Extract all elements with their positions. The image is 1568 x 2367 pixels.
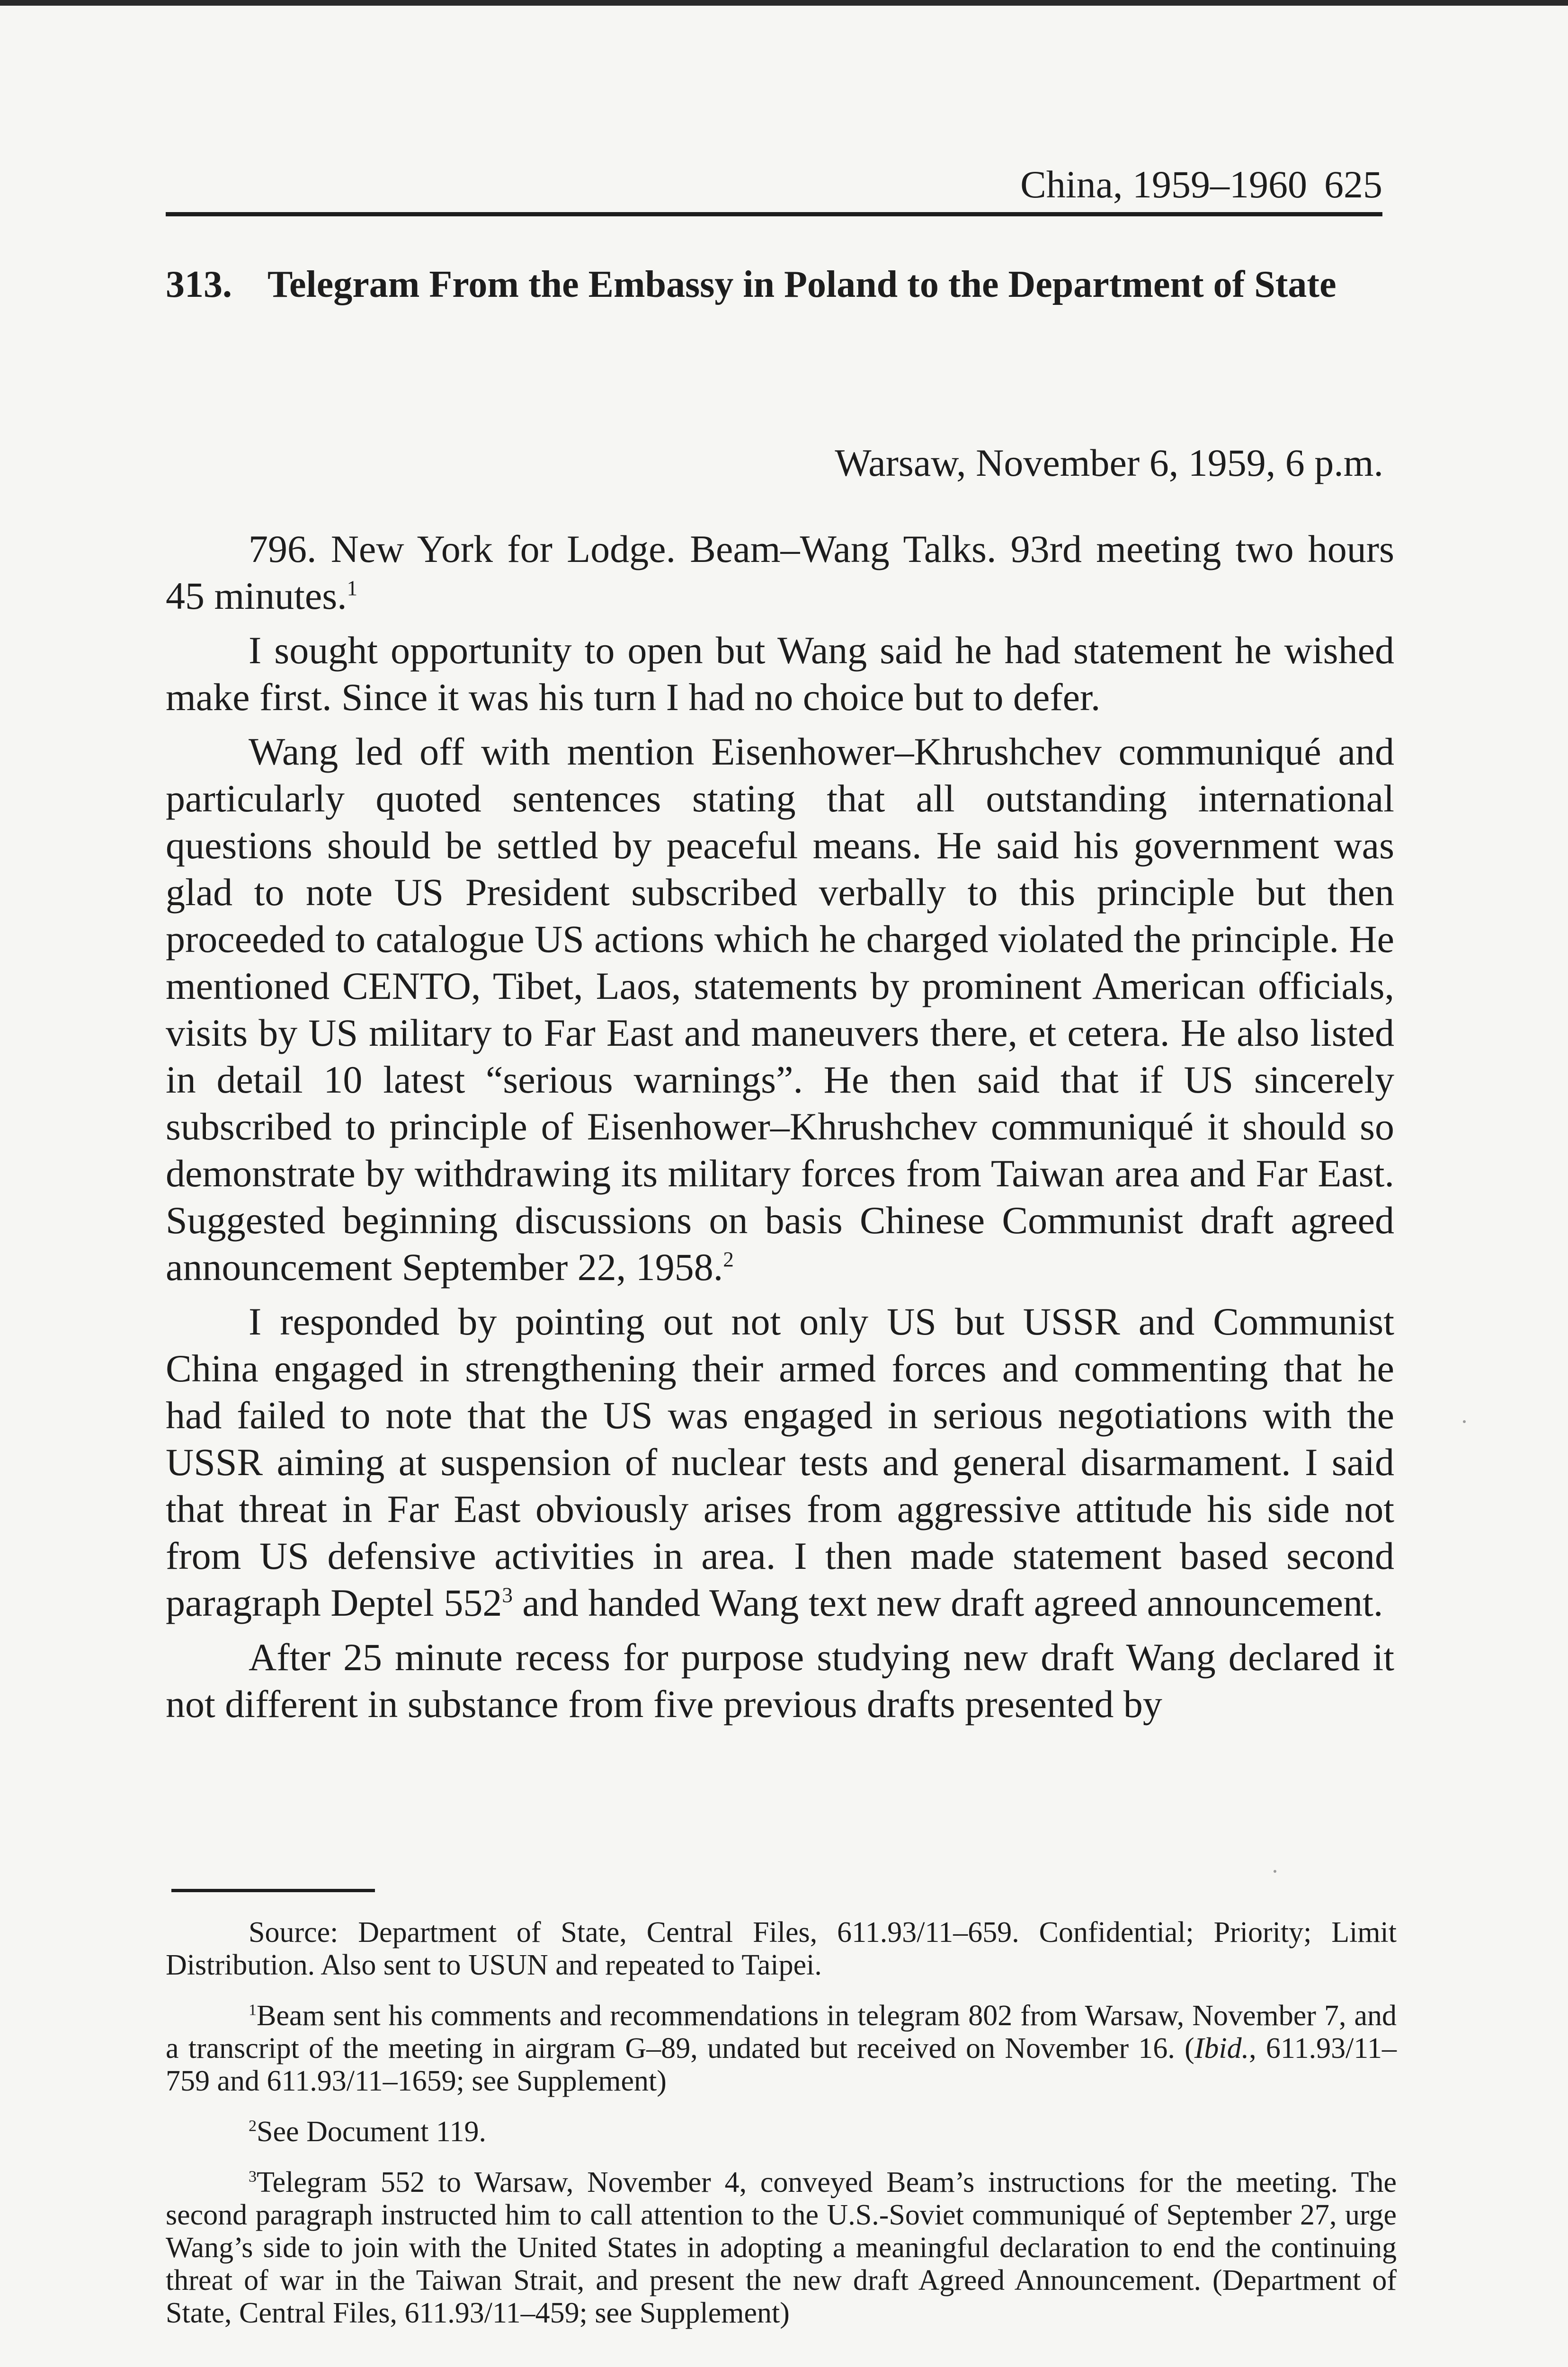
running-head-text bbox=[1020, 161, 1382, 208]
ibid-text: Ibid. bbox=[1194, 2032, 1249, 2064]
paragraph bbox=[166, 728, 1394, 1290]
footnote-ref: 3 bbox=[502, 1583, 513, 1607]
scan-speck bbox=[1274, 1870, 1276, 1873]
source-note bbox=[166, 1916, 1397, 1982]
footnote-rule bbox=[171, 1889, 375, 1892]
scan-top-edge bbox=[0, 0, 1568, 6]
paragraph-text: After 25 minute recess for purpose studying new draft Wang declared it not different in substance from five previous drafts presented by bbox=[166, 1636, 1394, 1726]
dateline: Warsaw, November 6, 1959, 6 p.m. bbox=[835, 441, 1383, 484]
paragraph bbox=[166, 525, 1394, 619]
paragraph-text: Wang led off with mention Eisenhower–Khrushchev communiqué and particularly quoted sentences stating that all outstanding international questions should be settled by peaceful means. He said his government was glad to note US President subscribed verbally to this principle but then proceeded to catalogue US actions which he charged violated the principle. He mentioned CENTO, Tibet, Laos, statements by prominent American officials, visits by US military to Far East and maneuvers there, et cetera. He also listed in detail 10 latest “serious warnings”. He then said that if US sincerely subscribed to principle of Eisenhower–Khrushchev communiqué it should so demonstrate by withdrawing its military forces from Taiwan area and Far East. Suggested beginning discussions on basis Chinese Communist draft agreed announcement September 22, 1958. bbox=[166, 730, 1394, 1289]
footnote-text: Beam sent his comments and recommendations in telegram 802 from Warsaw, November 7, and a transcript of the meeting in airgram G–89, undated but received on November 16. ( bbox=[166, 2000, 1397, 2064]
footnote-mark: 2 bbox=[249, 2117, 257, 2135]
footnote-text: , 611.93/11–759 and 611.93/11–1659; see Supplement) bbox=[166, 2032, 1397, 2097]
document-heading bbox=[166, 258, 1382, 311]
document-number: 313. bbox=[166, 264, 232, 305]
footnote-text: Telegram 552 to Warsaw, November 4, conveyed Beam’s instructions for the meeting. The second paragraph instructed him to call attention to the U.S.-Soviet communiqué of September 27, urge Wang’s side to join with the United States in adopting a meaningful declaration to end the continuing threat of war in the Taiwan Strait, and present the new draft Agreed Announcement. (Department of State, Central Files, 611.93/11–459; see Supplement) bbox=[166, 2166, 1397, 2329]
paragraph-text: I sought opportunity to open but Wang said he had statement he wished make first. Since it was his turn I had no choice but to defer. bbox=[166, 629, 1394, 719]
footnote-ref: 2 bbox=[723, 1247, 734, 1272]
paragraph bbox=[166, 627, 1394, 721]
scan-speck bbox=[1463, 1420, 1466, 1423]
footnote-mark: 1 bbox=[249, 2001, 257, 2019]
source-note-text: Source: Department of State, Central Files, 611.93/11–659. Confidential; Priority; Limit Distribution. Also sent to USUN and repeated to Taipei. bbox=[166, 1916, 1397, 1981]
paragraph-text: and handed Wang text new draft agreed announcement. bbox=[512, 1581, 1383, 1624]
paragraph bbox=[166, 1634, 1394, 1727]
footnote-3 bbox=[166, 2166, 1397, 2330]
footnote-2 bbox=[166, 2116, 1397, 2148]
telegram-body bbox=[166, 525, 1394, 1735]
header-rule bbox=[166, 212, 1382, 216]
footnote-text: See Document 119. bbox=[257, 2116, 487, 2148]
paragraph-text: 796. New York for Lodge. Beam–Wang Talks. 93rd meeting two hours 45 minutes. bbox=[166, 527, 1394, 617]
footnote-mark: 3 bbox=[249, 2168, 257, 2186]
footnote-1 bbox=[166, 2000, 1397, 2098]
running-head bbox=[166, 156, 1382, 213]
page-number: 625 bbox=[1324, 163, 1382, 206]
paragraph-text: I responded by pointing out not only US but USSR and Communist China engaged in strengthening their armed forces and commenting that he had failed to note that the US was engaged in serious negotiations with the USSR aiming at suspension of nuclear tests and general disarmament. I said that threat in Far East obviously arises from aggressive attitude his side not from US defensive activities in area. I then made statement based second paragraph Deptel 552 bbox=[166, 1300, 1394, 1624]
paragraph bbox=[166, 1298, 1394, 1626]
footnote-ref: 1 bbox=[347, 576, 358, 600]
running-head-title: China, 1959–1960 bbox=[1020, 163, 1307, 206]
footnotes bbox=[166, 1916, 1397, 2348]
document-title: Telegram From the Embassy in Poland to the Department of State bbox=[267, 264, 1336, 305]
